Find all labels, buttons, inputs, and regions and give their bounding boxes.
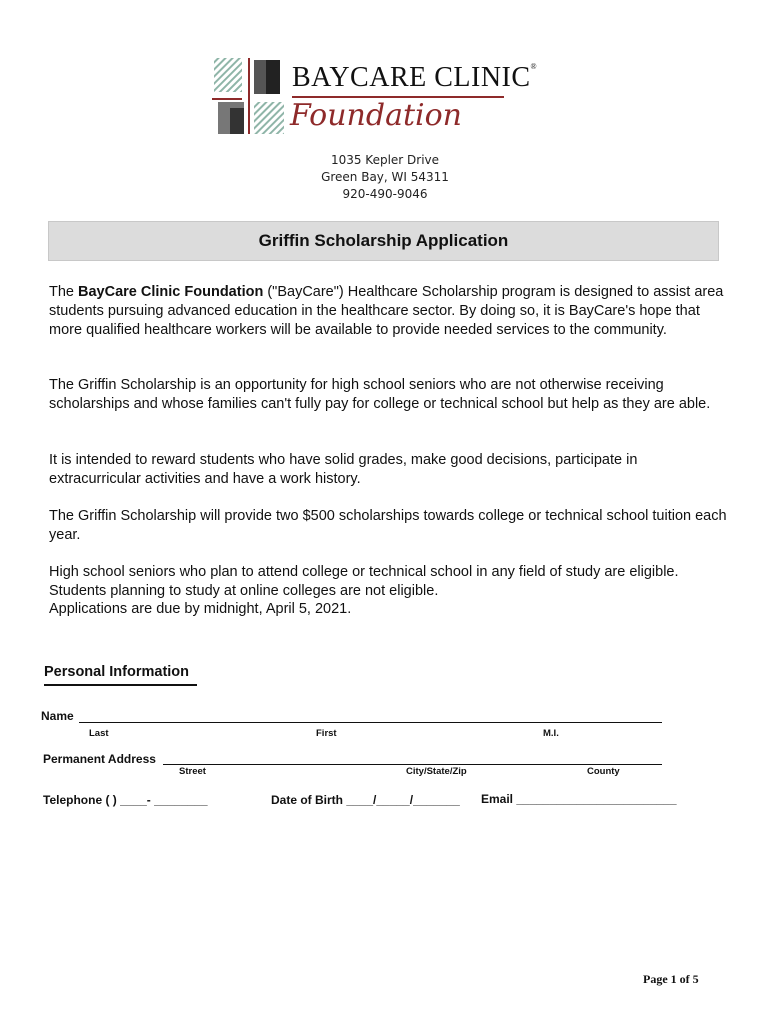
foundation-name: BayCare Clinic Foundation [78, 284, 264, 300]
page-title: Griffin Scholarship Application [258, 231, 509, 250]
name-sub-mi: M.I. [543, 728, 559, 739]
address-phone: 920-490-9046 [342, 187, 428, 201]
registered-mark: ® [530, 62, 538, 71]
email-field[interactable]: Email ________________________ [481, 792, 677, 806]
title-bar [48, 221, 719, 261]
paragraph-intent: It is intended to reward students who have solid grades, make good decisions, participate in extracurricular activities and have a work history. [49, 452, 638, 487]
address-sub-county: County [587, 766, 620, 777]
name-field[interactable] [79, 722, 662, 723]
section-underline [44, 684, 197, 686]
address-label: Permanent Address [43, 752, 156, 766]
name-sub-last: Last [89, 728, 109, 739]
address-field[interactable] [163, 764, 662, 765]
address-city: Green Bay, WI 54311 [321, 170, 449, 184]
paragraph-amount: The Griffin Scholarship will provide two $500 scholarships towards college or technical school tuition each year. [49, 508, 727, 543]
address-sub-city: City/State/Zip [406, 766, 467, 777]
telephone-field[interactable]: Telephone ( ) ____- ________ [43, 793, 208, 807]
address-street: 1035 Kepler Drive [330, 153, 440, 167]
logo-wordmark: BAYCARE CLINIC® [292, 62, 538, 93]
section-title: Personal Information [44, 664, 190, 680]
baycare-logo [210, 58, 538, 138]
paragraph-deadline: Applications are due by midnight, April 5, 2021. [49, 601, 352, 617]
name-label: Name [41, 709, 74, 723]
paragraph-scholarship: The Griffin Scholarship is an opportunity for high school seniors who are not otherwise receiving scholarships and whose families can't fully pay for college or technical school but help as they are able. [49, 377, 711, 412]
name-sub-first: First [316, 728, 337, 739]
address-sub-street: Street [179, 766, 206, 777]
intro-paragraph: The BayCare Clinic Foundation ("BayCare") Healthcare Scholarship program is designed to assist area students pursuing advanced education in the healthcare sector. By doing so, it is BayCare's hope that more qualified healthcare workers will be available to provide needed services to the community. [49, 284, 724, 338]
logo-foundation-script: Foundation [290, 98, 463, 133]
page-number: Page 1 of 5 [643, 972, 699, 986]
dob-field[interactable]: Date of Birth ____/_____/_______ [271, 793, 460, 807]
paragraph-eligibility: High school seniors who plan to attend college or technical school in any field of study are eligible. Students planning to study at online colleges are not eligible. [49, 564, 679, 599]
cross-logo-icon [210, 58, 290, 138]
